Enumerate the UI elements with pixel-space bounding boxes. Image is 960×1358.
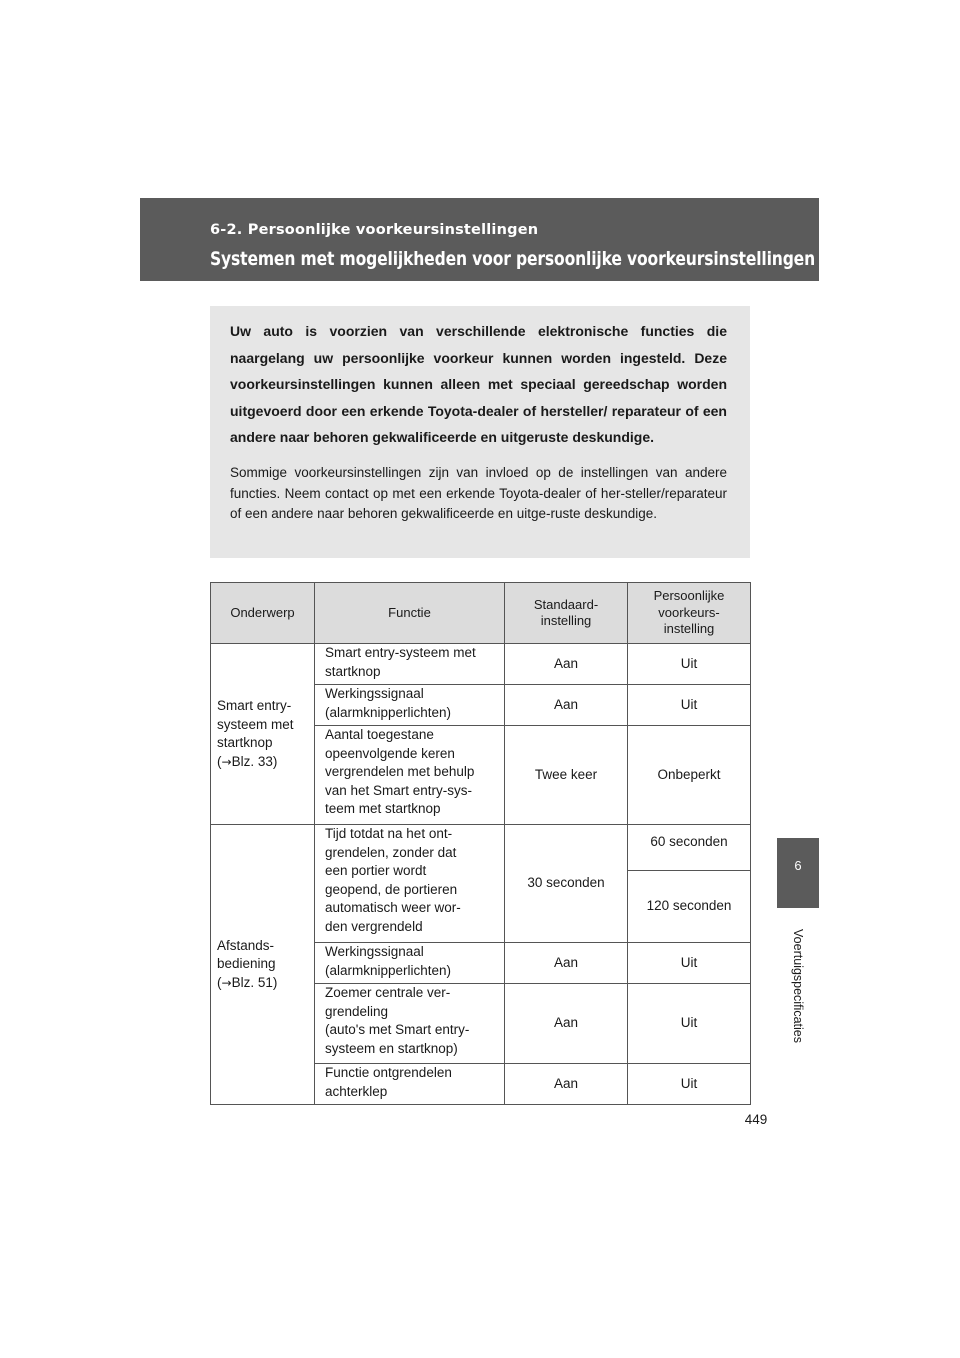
- chapter-label-container: [777, 912, 819, 1060]
- default-value: Aan: [505, 984, 628, 1064]
- section-header-band: [140, 198, 819, 281]
- custom-value: Onbeperkt: [628, 726, 751, 825]
- custom-value: Uit: [628, 685, 751, 726]
- table-header-row: [211, 583, 751, 644]
- custom-value-option: 60 seconden: [628, 825, 751, 871]
- category-label: Smart entry- systeem met startknop: [217, 698, 294, 750]
- chapter-number: 6: [794, 858, 802, 873]
- header-onderwerp: Onderwerp: [211, 583, 315, 644]
- settings-table: [210, 582, 751, 1105]
- arrow-icon: →: [221, 975, 232, 990]
- function-cell: Werkingssignaal (alarmknipperlichten): [315, 685, 505, 726]
- intro-body-text: Sommige voorkeursinstellingen zijn van invloed op de instellingen van andere functies. Neem contact op met een erkende Toyota-dealer of her-steller/reparateur of een andere naar behoren gekwalificeerde en uitge-ruste deskundige.: [230, 465, 727, 521]
- category-label: Afstands- bediening: [217, 937, 276, 972]
- arrow-icon: →: [221, 754, 232, 769]
- page-number: 449: [744, 1112, 768, 1127]
- intro-box: [210, 306, 750, 558]
- function-cell: Zoemer centrale ver- grendeling (auto's met Smart entry- systeem en startknop): [315, 984, 505, 1064]
- default-value: Aan: [505, 1064, 628, 1105]
- function-cell: Werkingssignaal (alarmknipperlichten): [315, 943, 505, 984]
- chapter-tab[interactable]: [777, 838, 819, 908]
- page-reference[interactable]: Blz. 33): [231, 753, 278, 769]
- page-reference[interactable]: Blz. 51): [231, 974, 278, 990]
- function-cell: Aantal toegestane opeenvolgende keren vergrendelen met behulp van het Smart entry-sys- teem met startknop: [315, 726, 505, 825]
- table-row: [211, 825, 751, 871]
- default-value: 30 seconden: [505, 825, 628, 943]
- default-value: Aan: [505, 685, 628, 726]
- header-standaard: Standaard- instelling: [505, 583, 628, 644]
- custom-value: Uit: [628, 943, 751, 984]
- function-cell: Smart entry-systeem met startknop: [315, 644, 505, 685]
- table-row: [211, 644, 751, 685]
- chapter-label: Voertuigspecificaties: [791, 929, 805, 1043]
- header-functie: Functie: [315, 583, 505, 644]
- page-title: Systemen met mogelijkheden voor persoonlijke voorkeursinstellingen: [210, 248, 816, 270]
- function-cell: Functie ontgrendelen achterklep: [315, 1064, 505, 1105]
- intro-bold-text: Uw auto is voorzien van verschillende elektronische functies die naargelang uw persoonlijke voorkeur kunnen worden ingesteld. Deze voorkeursinstellingen kunnen alleen met speciaal gereedschap worden uitgevoerd door een erkende Toyota-dealer of hersteller/ reparateur of een andere naar behoren gekwalificeerde en uitgeruste deskundige.: [230, 323, 727, 445]
- section-label: 6-2. Persoonlijke voorkeursinstellingen: [210, 222, 539, 238]
- custom-value-option: 120 seconden: [628, 871, 751, 943]
- category-cell: Smart entry- systeem met startknop (→Blz. 33): [211, 644, 315, 825]
- custom-value: Uit: [628, 984, 751, 1064]
- function-cell: Tijd totdat na het ont- grendelen, zonder dat een portier wordt geopend, de portieren automatisch weer wor- den vergrendeld: [315, 825, 505, 943]
- default-value: Aan: [505, 943, 628, 984]
- header-persoonlijk: Persoonlijke voorkeurs- instelling: [628, 583, 751, 644]
- custom-value: Uit: [628, 644, 751, 685]
- default-value: Aan: [505, 644, 628, 685]
- default-value: Twee keer: [505, 726, 628, 825]
- custom-value: Uit: [628, 1064, 751, 1105]
- category-cell: Afstands- bediening (→Blz. 51): [211, 825, 315, 1105]
